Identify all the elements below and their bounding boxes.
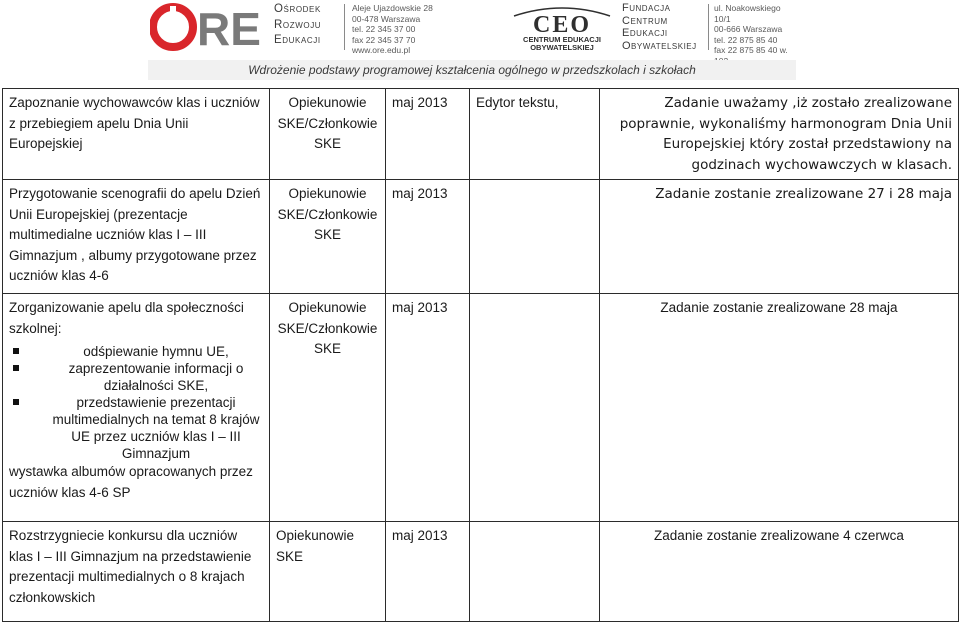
responsible-cell <box>270 180 386 294</box>
task-cell: Przygotowanie scenografii do apelu Dzień Unii Europejskiej (prezentacje multimedialne uczniów klas I – III Gimnazjum , albumy przygotowane przez uczniów klas 4-6 <box>3 180 270 294</box>
ceo-name-line: Fundacja <box>622 2 671 14</box>
bullet-text: zaprezentowanie informacji o działalności SKE, <box>68 361 244 393</box>
logo-strip <box>148 0 796 58</box>
task-intro: Zorganizowanie apelu dla społeczności szkolnej: <box>9 300 244 336</box>
responsible-cell <box>270 522 386 622</box>
svg-text:CENTRUM EDUKACJI: CENTRUM EDUKACJI <box>523 35 601 44</box>
tool-cell <box>470 294 600 522</box>
address-line: tel. 22 875 85 40 <box>714 34 778 45</box>
comment-cell: Zadanie zostanie zrealizowane 4 czerwca <box>600 522 959 622</box>
comment-cell: Zadanie uważamy ,iż zostało zrealizowane poprawnie, wykonaliśmy harmonogram Dnia Unii Europejskiej który został przedstawiony na godzinach wychowawczych w klasach. <box>600 89 959 180</box>
list-item <box>9 394 263 462</box>
task-cell <box>3 294 270 522</box>
bullet-square-icon <box>13 399 19 405</box>
ceo-name-line: Edukacji <box>622 27 668 40</box>
address-line: fax 22 345 37 70 <box>352 34 416 45</box>
responsible-cell <box>270 294 386 522</box>
ore-name-line: Rozwoju <box>274 18 322 31</box>
responsible-line: SKE/Członkowie <box>277 206 378 222</box>
responsible-line: SKE <box>313 227 341 242</box>
table-row <box>3 180 959 294</box>
task-bullet-list <box>9 343 263 462</box>
divider <box>344 4 345 50</box>
bullet-square-icon <box>13 348 19 354</box>
task-cell: Rozstrzygniecie konkursu dla uczniów klas I – III Gimnazjum na przedstawienie prezentacji multimedialnych o 8 krajach członkowskich <box>3 522 270 622</box>
ceo-logo <box>506 2 618 52</box>
address-line: Aleje Ujazdowskie 28 <box>352 3 433 13</box>
responsible-line: Opiekunowie <box>276 528 355 543</box>
comment-cell: Zadanie zostanie zrealizowane 27 i 28 maja <box>600 180 959 294</box>
responsible-cell <box>270 89 386 180</box>
ore-name-line: Edukacji <box>274 34 321 46</box>
date-cell: maj 2013 <box>386 180 470 294</box>
tool-cell: Edytor tekstu, <box>470 89 600 180</box>
ceo-name-line: Centrum <box>622 14 668 27</box>
divider <box>708 4 709 50</box>
responsible-line: SKE <box>313 136 341 151</box>
address-line: fax 22 875 85 40 w. <box>714 45 788 55</box>
date-cell: maj 2013 <box>386 89 470 180</box>
bullet-text: przedstawienie prezentacji multimedialnych na temat 8 krajów UE przez uczniów klas I – III Gimnazjum <box>52 395 260 461</box>
list-item <box>9 343 263 360</box>
address-line: 00-478 Warszawa <box>352 13 421 24</box>
table-row <box>3 294 959 522</box>
responsible-line: Opiekunowie <box>288 186 367 201</box>
date-cell: maj 2013 <box>386 522 470 622</box>
ore-logo <box>150 2 268 52</box>
project-tagline: Wdrożenie podstawy programowej kształcenia ogólnego w przedszkolach i szkołach <box>148 60 796 80</box>
address-line: 00-666 Warszawa <box>714 24 783 34</box>
bullet-text: odśpiewanie hymnu UE, <box>83 344 229 359</box>
date-cell: maj 2013 <box>386 294 470 522</box>
task-tail: wystawka albumów opracowanych przez uczniów klas 4-6 SP <box>9 464 253 500</box>
task-table <box>2 88 959 622</box>
ore-name <box>274 2 321 49</box>
responsible-line: SKE/Członkowie <box>277 115 378 131</box>
responsible-line: Opiekunowie <box>288 95 367 110</box>
tool-cell <box>470 180 600 294</box>
address-line: www.ore.edu.pl <box>352 45 411 55</box>
table-row <box>3 522 959 622</box>
svg-text:CEO: CEO <box>532 12 592 38</box>
address-line: tel. 22 345 37 00 <box>352 24 416 34</box>
ore-address <box>352 3 433 56</box>
ore-name-line: Ośrodek <box>274 3 321 15</box>
responsible-line: SKE/Członkowie <box>277 320 378 336</box>
svg-text:RE: RE <box>197 3 261 52</box>
tool-cell <box>470 522 600 622</box>
task-cell: Zapoznanie wychowawców klas i uczniów z przebiegiem apelu Dnia Unii Europejskiej <box>3 89 270 180</box>
ceo-name-line: Obywatelskiej <box>622 39 697 52</box>
table-row <box>3 89 959 180</box>
list-item <box>9 360 263 394</box>
document-header <box>148 0 796 80</box>
bullet-square-icon <box>13 365 19 371</box>
address-line: ul. Noakowskiego 10/1 <box>714 3 781 24</box>
svg-text:OBYWATELSKIEJ: OBYWATELSKIEJ <box>530 43 594 52</box>
ceo-name <box>622 2 697 52</box>
comment-cell: Zadanie zostanie zrealizowane 28 maja <box>600 294 959 522</box>
responsible-line: SKE <box>276 548 304 564</box>
responsible-line: Opiekunowie <box>288 300 367 315</box>
responsible-line: SKE <box>313 341 341 356</box>
